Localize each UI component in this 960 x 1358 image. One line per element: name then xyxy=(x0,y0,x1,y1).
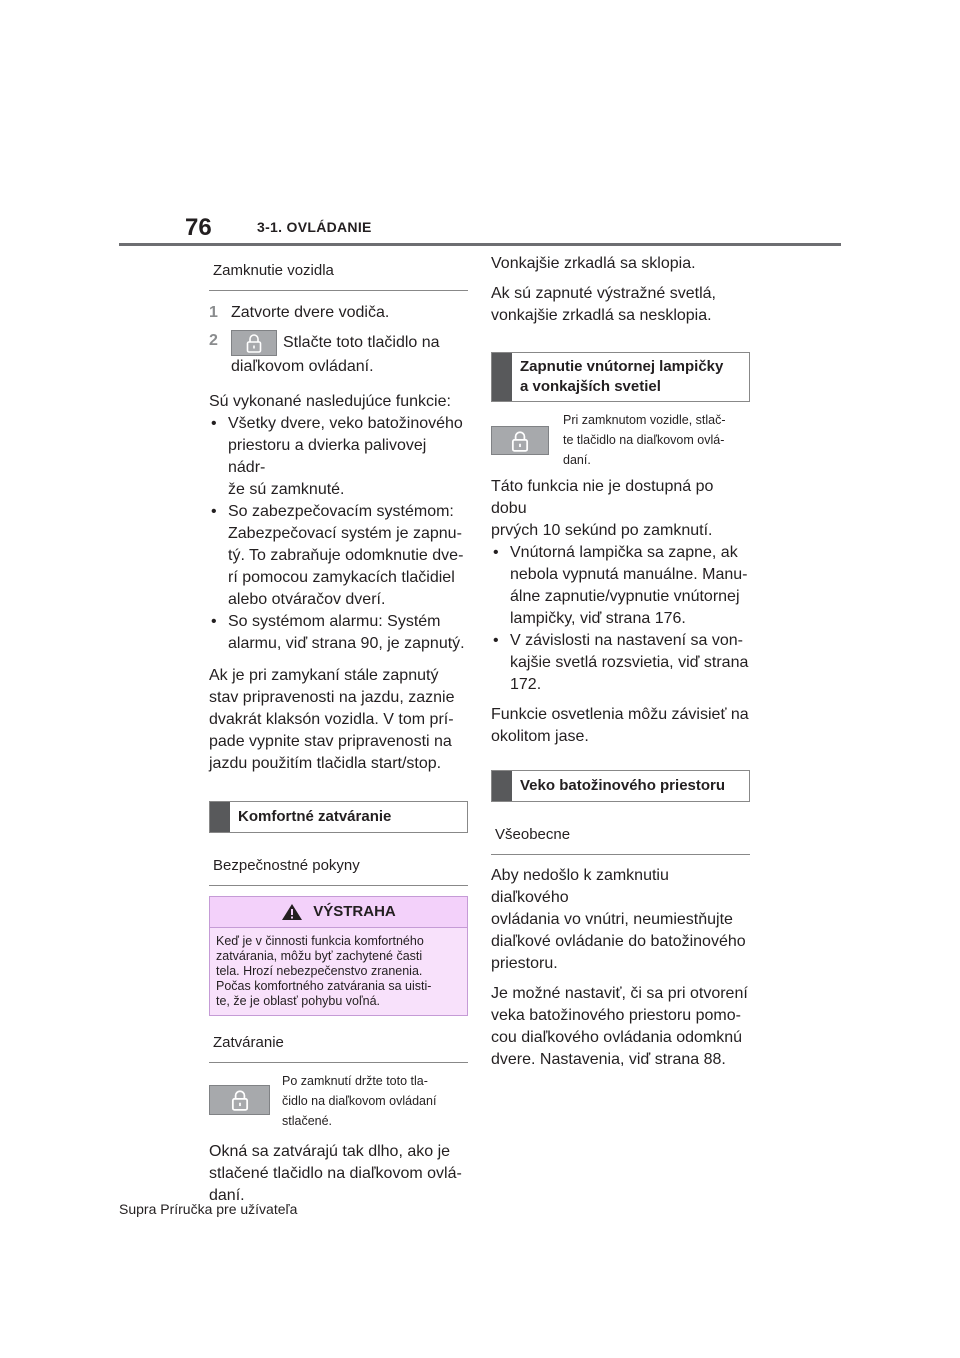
lock-icon xyxy=(246,333,262,353)
heading-text: Zapnutie vnútornej lampičky a vonkajších svetiel xyxy=(520,358,724,395)
step-number: 1 xyxy=(209,304,218,321)
mirrors-fold-text: Vonkajšie zrkadlá sa sklopia. xyxy=(491,255,696,272)
step-number: 2 xyxy=(209,332,218,349)
section-heading-safety: Bezpečnostné pokyny xyxy=(209,855,468,886)
lock-icon xyxy=(511,430,529,452)
section-heading-lock-vehicle: Zamknutie vozidla xyxy=(209,260,468,291)
left-column xyxy=(209,260,468,1207)
page-number: 76 xyxy=(185,214,212,241)
heading-text: Veko batožinového priestoru xyxy=(520,777,726,794)
windows-paragraph: Okná sa zatvárajú tak dlho, ako je stlačené tlačidlo na diaľkovom ovlá- daní. xyxy=(209,1143,462,1204)
lock-icon xyxy=(231,1089,249,1111)
not-available-paragraph: Táto funkcia nie je dostupná po dobu prvých 10 sekúnd po zamknutí. xyxy=(491,478,714,539)
step-2 xyxy=(209,330,468,378)
heading-bar xyxy=(492,771,512,801)
warning-title: VÝSTRAHA xyxy=(210,897,467,927)
chapter-title: 3-1. OVLÁDANIE xyxy=(257,219,372,235)
section-heading-general: Všeobecne xyxy=(491,824,750,855)
hazard-paragraph: Ak sú zapnuté výstražné svetlá, vonkajšie zrkadlá sa nesklopia. xyxy=(491,285,716,324)
heading-text: Komfortné zatváranie xyxy=(238,808,392,825)
warning-box xyxy=(209,896,468,1016)
step-text: Stlačte toto tlačidlo na xyxy=(283,334,440,351)
step-text-cont: diaľkovom ovládaní. xyxy=(231,358,374,375)
right-column xyxy=(491,253,750,1071)
section-heading-lights xyxy=(491,352,750,402)
heading-bar xyxy=(210,802,230,832)
functions-intro: Sú vykonané nasledujúce funkcie: xyxy=(209,393,451,410)
brightness-paragraph: Funkcie osvetlenia môžu závisieť na okolitom jase. xyxy=(491,706,749,745)
lock-button-icon xyxy=(209,1085,270,1115)
list-item: • Vnútorná lampička sa zapne, ak nebola vypnutá manuálne. Manu- álne zapnutie/vypnutie vnútornej lampičky, viď strana 176. xyxy=(491,542,750,630)
press-button-text: Pri zamknutom vozidle, stlač- te tlačidlo na diaľkovom ovlá- daní. xyxy=(563,413,726,467)
drive-ready-paragraph: Ak je pri zamykaní stále zapnutý stav pripravenosti na jazdu, zaznie dvakrát klaksón vozidla. V tom prí- pade vypnite stav pripravenosti na jazdu použitím tlačidla start/stop. xyxy=(209,667,455,772)
setting-paragraph: Je možné nastaviť, či sa pri otvorení veka batožinového priestoru pomo- cou diaľkového ovládania odomknú dvere. Nastavenia, viď strana 88. xyxy=(491,985,748,1068)
step-text: Zatvorte dvere vodiča. xyxy=(231,304,390,321)
heading-bar xyxy=(492,353,512,401)
functions-list xyxy=(209,413,468,655)
section-heading-comfort-closing xyxy=(209,801,468,833)
list-item: • V závislosti na nastavení sa von- kajšie svetlá rozsvietia, viď strana 172. xyxy=(491,630,750,696)
list-item: • Všetky dvere, veko batožinového priestoru a dvierka palivovej nádr- že sú zamknuté. xyxy=(209,413,468,501)
press-button-instruction xyxy=(491,410,750,470)
header-rule xyxy=(119,243,841,246)
warning-text: Keď je v činnosti funkcia komfortného zatvárania, môžu byť zachytené časti tela. Hrozí nebezpečenstvo zranenia. Počas komfortného zatvárania sa uisti- te, že je oblasť pohybu voľná. xyxy=(210,927,467,1015)
avoid-lock-paragraph: Aby nedošlo k zamknutiu diaľkového ovládania vo vnútri, neumiestňujte diaľkové ovládanie do batožinového priestoru. xyxy=(491,867,746,972)
lock-button-icon xyxy=(491,426,549,455)
section-heading-trunk xyxy=(491,770,750,802)
list-item: • So zabezpečovacím systémom: Zabezpečovací systém je zapnu- tý. To zabraňuje odomknutie dve- rí pomocou zamykacích tlačidiel alebo otváračov dverí. xyxy=(209,501,468,611)
list-item: • So systémom alarmu: Systém alarmu, viď strana 90, je zapnutý. xyxy=(209,611,468,655)
lights-list xyxy=(491,542,750,696)
step-1 xyxy=(209,302,468,324)
lock-button-icon xyxy=(231,330,277,356)
section-heading-closing: Zatváranie xyxy=(209,1032,468,1063)
footer-text: Supra Príručka pre užívateľa xyxy=(119,1201,298,1217)
hold-button-text: Po zamknutí držte toto tla- čidlo na diaľkovom ovládaní stlačené. xyxy=(282,1074,437,1128)
hold-button-instruction xyxy=(209,1071,468,1131)
warning-triangle-icon xyxy=(281,903,303,921)
